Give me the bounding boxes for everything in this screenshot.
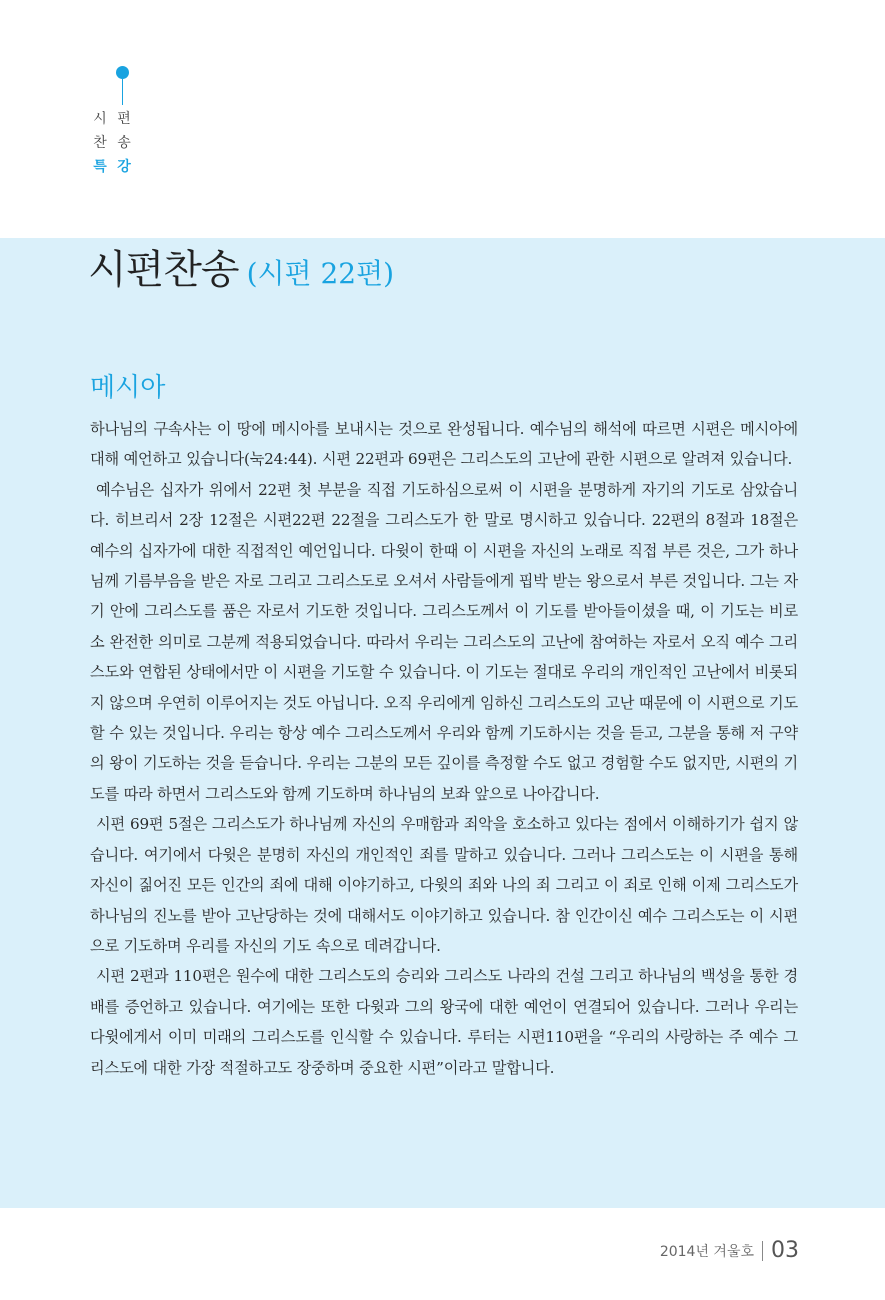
footer-divider <box>762 1241 763 1261</box>
page-title-main: 시편찬송 <box>88 247 239 293</box>
series-char: 찬 <box>93 135 107 151</box>
section-heading: 메시아 <box>90 373 166 403</box>
page-footer <box>660 1238 799 1263</box>
series-char-accent: 강 <box>117 159 131 175</box>
marker-dot-icon <box>116 66 129 79</box>
series-label <box>88 110 136 176</box>
article-body <box>90 414 798 1083</box>
issue-label: 2014년 겨울호 <box>659 1243 754 1260</box>
page-number: 03 <box>771 1238 799 1263</box>
series-char: 편 <box>117 111 131 127</box>
paragraph: 하나님의 구속사는 이 땅에 메시아를 보내시는 것으로 완성됩니다. 예수님의 해석에 따르면 시편은 메시아에 대해 예언하고 있습니다(눅24:44). 시편 22편과 69편은 그리스도의 고난에 관한 시편으로 알려져 있습니다. <box>90 420 798 469</box>
series-char: 시 <box>93 111 107 127</box>
paragraph: 시편 2편과 110편은 원수에 대한 그리스도의 승리와 그리스도 나라의 건설 그리고 하나님의 백성을 통한 경배를 증언하고 있습니다. 여기에는 또한 다윗과 그의 왕국에 대한 예언이 연결되어 있습니다. 그러나 우리는 다윗에게서 이미 미래의 그리스도를 인식할 수 있습니다. 루터는 시편110편을 “우리의 사랑하는 주 예수 그리스도에 대한 가장 적절하고도 장중하며 중요한 시편”이라고 말합니다. <box>90 967 798 1077</box>
paragraph: 시편 69편 5절은 그리스도가 하나님께 자신의 우매함과 죄악을 호소하고 있다는 점에서 이해하기가 쉽지 않습니다. 여기에서 다윗은 분명히 자신의 개인적인 죄를 말하고 있습니다. 그러나 그리스도는 이 시편을 통해 자신이 짊어진 모든 인간의 죄에 대해 이야기하고, 다윗의 죄와 나의 죄 그리고 이 죄로 인해 이제 그리스도가 하나님의 진노를 받아 고난당하는 것에 대해서도 이야기하고 있습니다. 참 인간이신 예수 그리스도는 이 시편으로 기도하며 우리를 자신의 기도 속으로 데려갑니다. <box>90 815 798 955</box>
paragraph: 예수님은 십자가 위에서 22편 첫 부분을 직접 기도하심으로써 이 시편을 분명하게 자기의 기도로 삼았습니다. 히브리서 2장 12절은 시편22편 22절을 그리스도가 한 말로 명시하고 있습니다. 22편의 8절과 18절은 예수의 십자가에 대한 직접적인 예언입니다. 다윗이 한때 이 시편을 자신의 노래로 직접 부른 것은, 그가 하나님께 기름부음을 받은 자로 그리고 그리스도로 오셔서 사람들에게 핍박 받는 왕으로서 부른 것입니다. 그는 자기 안에 그리스도를 품은 자로서 기도한 것입니다. 그리스도께서 이 기도를 받아들이셨을 때, 이 기도는 비로소 완전한 의미로 그분께 적용되었습니다. 따라서 우리는 그리스도의 고난에 참여하는 자로서 오직 예수 그리스도와 연합된 상태에서만 이 시편을 기도할 수 있습니다. 이 기도는 절대로 우리의 개인적인 고난에서 비롯되지 않으며 우연히 이루어지는 것도 아닙니다. 오직 우리에게 임하신 그리스도의 고난 때문에 이 시편으로 기도할 수 있는 것입니다. 우리는 항상 예수 그리스도께서 우리와 함께 기도하시는 것을 듣고, 그분을 통해 저 구약의 왕이 기도하는 것을 듣습니다. 우리는 그분의 모든 깊이를 측정할 수도 없고 경험할 수도 없지만, 시편의 기도를 따라 하면서 그리스도와 함께 기도하며 하나님의 보좌 앞으로 나아갑니다. <box>90 480 798 803</box>
series-char-accent: 특 <box>93 159 107 175</box>
series-char: 송 <box>117 135 131 151</box>
page-title-sub: (시편 22편) <box>246 257 395 290</box>
marker-line <box>122 79 123 105</box>
page-title <box>88 247 395 293</box>
